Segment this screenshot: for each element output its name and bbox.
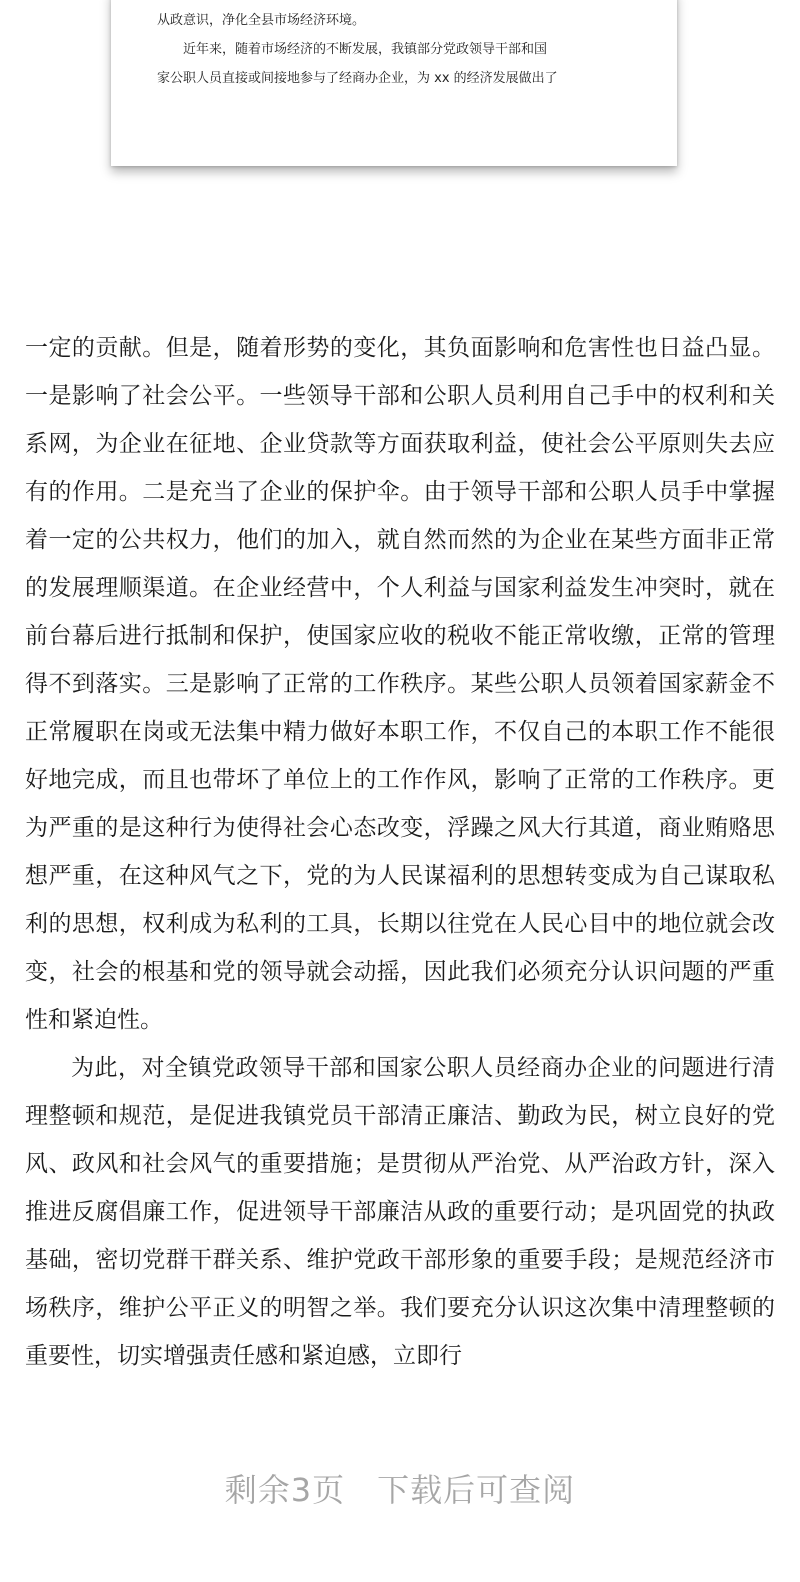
page-preview-card [111,0,677,166]
remaining-pages-label[interactable]: 剩余3页 [224,1471,346,1509]
preview-line: 从政意识，净化全县市场经济环境。 [157,13,366,28]
article-paragraph: 一定的贡献。但是，随着形势的变化，其负面影响和危害性也日益凸显。一是影响了社会公平。一些领导干部和公职人员利用自己手中的权利和关系网，为企业在征地、企业贷款等方面获取利益，使社会公平原则失去应有的作用。二是充当了企业的保护伞。由于领导干部和公职人员手中掌握着一定的公共权力，他们的加入，就自然而然的为企业在某些方面非正常的发展理顺渠道。在企业经营中，个人利益与国家利益发生冲突时，就在前台幕后进行抵制和保护，使国家应收的税收不能正常收缴，正常的管理得不到落实。三是影响了正常的工作秩序。某些公职人员领着国家薪金不正常履职在岗或无法集中精力做好本职工作，不仅自己的本职工作不能很好地完成，而且也带坏了单位上的工作作风，影响了正常的工作秩序。更为严重的是这种行为使得社会心态改变，浮躁之风大行其道，商业贿赂思想严重，在这种风气之下，党的为人民谋福利的思想转变成为自己谋取私利的思想，权利成为私利的工具，长期以往党在人民心目中的地位就会改变，社会的根基和党的领导就会动摇，因此我们必须充分认识问题的严重性和紧迫性。 [25,335,775,1033]
article-body [25,324,775,1380]
remaining-pages-notice[interactable] [0,1466,800,1514]
preview-line: 家公职人员直接或间接地参与了经商办企业，为 xx 的经济发展做出了 [157,71,558,86]
article-paragraph: 为此，对全镇党政领导干部和国家公职人员经商办企业的问题进行清理整顿和规范，是促进我镇党员干部清正廉洁、勤政为民，树立良好的党风、政风和社会风气的重要措施；是贯彻从严治党、从严治政方针，深入推进反腐倡廉工作，促进领导干部廉洁从政的重要行动；是巩固党的执政基础，密切党群干群关系、维护党政干部形象的重要手段；是规范经济市场秩序，维护公平正义的明智之举。我们要充分认识这次集中清理整顿的重要性，切实增强责任感和紧迫感，立即行 [25,1055,775,1369]
download-to-view-label[interactable]: 下载后可查阅 [377,1471,576,1509]
preview-line: 近年来，随着市场经济的不断发展，我镇部分党政领导干部和国 [183,42,548,57]
